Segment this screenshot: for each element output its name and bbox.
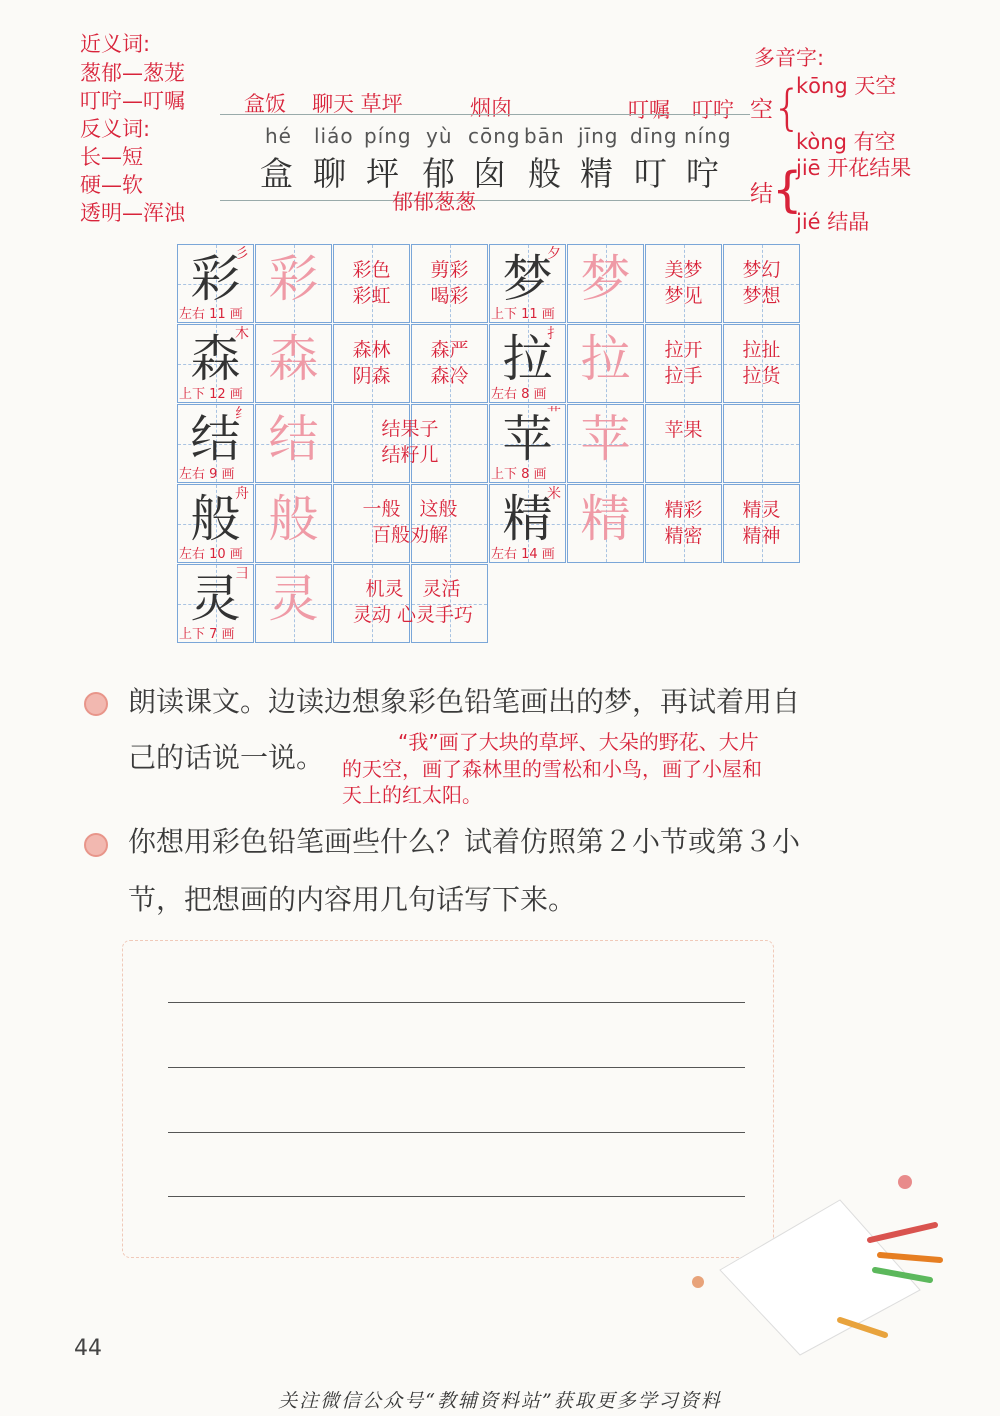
pinyin: liáo bbox=[314, 124, 354, 148]
word-cell: 精彩 精密 bbox=[645, 484, 722, 563]
structure-label: 上下 11 画 bbox=[491, 307, 555, 322]
word-group: 一般 这般 百般劝解 bbox=[362, 498, 458, 546]
trace-cell: 灵 bbox=[255, 564, 332, 643]
polyphone-reading: kōng 天空 bbox=[796, 74, 897, 98]
structure-label: 左右 11 画 bbox=[179, 307, 243, 322]
new-char: 盒 bbox=[260, 154, 293, 193]
pinyin: hé bbox=[265, 124, 292, 148]
pinyin: bān bbox=[524, 124, 565, 148]
word-cell: 苹果 bbox=[645, 404, 722, 483]
word-note: 聊天 草坪 bbox=[312, 92, 403, 116]
bullet-icon bbox=[84, 833, 108, 857]
pinyin: jīng bbox=[578, 124, 619, 148]
writing-line[interactable] bbox=[168, 1132, 745, 1133]
char-cell: 般 舟 左右 10 画 bbox=[177, 484, 254, 563]
brace-icon: { bbox=[772, 162, 803, 218]
trace-cell: 苹 bbox=[567, 404, 644, 483]
word-note: 盒饭 bbox=[244, 92, 286, 116]
new-char: 坪 bbox=[366, 154, 399, 193]
trace-cell: 拉 bbox=[567, 324, 644, 403]
radical: 扌 bbox=[547, 326, 561, 342]
footer-text: 关注微信公众号“教辅资料站”获取更多学习资料 bbox=[278, 1390, 722, 1412]
char-row bbox=[258, 148, 728, 192]
radical: 木 bbox=[235, 326, 249, 342]
writing-line[interactable] bbox=[168, 1067, 745, 1068]
word-note: 郁郁葱葱 bbox=[392, 190, 476, 214]
trace-cell: 彩 bbox=[255, 244, 332, 323]
trace-cell: 精 bbox=[567, 484, 644, 563]
char-cell: 森 木 上下 12 画 bbox=[177, 324, 254, 403]
polyphone-reading: kòng 有空 bbox=[796, 130, 896, 154]
word-cell: 梦幻 梦想 bbox=[723, 244, 800, 323]
answer-line: 的天空，画了森林里的雪松和小鸟，画了小屋和 bbox=[342, 757, 762, 781]
new-char: 般 bbox=[528, 154, 561, 193]
word-cell bbox=[723, 404, 800, 483]
antonym-item: 透明—浑浊 bbox=[80, 201, 185, 225]
brace-icon: { bbox=[772, 80, 803, 136]
char-cell: 彩 彡 左右 11 画 bbox=[177, 244, 254, 323]
word-group: 机灵 灵活 灵动 心灵手巧 bbox=[352, 578, 474, 626]
radical: 纟 bbox=[235, 406, 249, 422]
page-number: 44 bbox=[74, 1336, 102, 1361]
radical: 舟 bbox=[235, 486, 249, 502]
char-cell: 苹 艹 上下 8 画 bbox=[489, 404, 566, 483]
word-cell: 森严 森冷 bbox=[411, 324, 488, 403]
structure-label: 左右 10 画 bbox=[179, 547, 243, 562]
trace-cell: 般 bbox=[255, 484, 332, 563]
new-char: 囱 bbox=[473, 154, 506, 193]
word-note: 烟囱 bbox=[470, 96, 512, 120]
synonym-item: 叮咛—叮嘱 bbox=[80, 89, 185, 113]
new-char: 精 bbox=[580, 154, 613, 193]
structure-label: 左右 14 画 bbox=[491, 547, 555, 562]
question-1-line1: 朗读课文。边读边想象彩色铅笔画出的梦，再试着用自 bbox=[128, 685, 801, 718]
divider bbox=[220, 114, 750, 115]
pinyin: píng bbox=[364, 124, 412, 148]
word-cell: 精灵 精神 bbox=[723, 484, 800, 563]
polyphone-title: 多音字: bbox=[754, 46, 825, 70]
divider bbox=[220, 200, 750, 201]
char-cell: 灵 彐 上下 7 画 bbox=[177, 564, 254, 643]
synonym-title: 近义词: bbox=[80, 32, 151, 56]
radical: 米 bbox=[547, 486, 561, 502]
writing-line[interactable] bbox=[168, 1002, 745, 1003]
trace-cell: 结 bbox=[255, 404, 332, 483]
new-char: 咛 bbox=[686, 154, 719, 193]
new-char: 郁 bbox=[422, 154, 455, 193]
word-cell: 美梦 梦见 bbox=[645, 244, 722, 323]
pencil-illustration-icon bbox=[690, 1160, 970, 1360]
radical: 彡 bbox=[235, 246, 249, 262]
word-cell: 森林 阴森 bbox=[333, 324, 410, 403]
writing-line[interactable] bbox=[168, 1196, 745, 1197]
char-cell: 精 米 左右 14 画 bbox=[489, 484, 566, 563]
structure-label: 上下 7 画 bbox=[179, 627, 235, 642]
question-1-line2: 己的话说一说。 bbox=[128, 741, 325, 774]
structure-label: 上下 12 画 bbox=[179, 387, 243, 402]
radical: 彐 bbox=[235, 566, 249, 582]
word-cell: 彩色 彩虹 bbox=[333, 244, 410, 323]
structure-label: 上下 8 画 bbox=[491, 467, 547, 482]
polyphone-reading: jié 结晶 bbox=[796, 210, 870, 234]
polyphone-char-jie: 结 bbox=[750, 181, 773, 207]
antonym-item: 硬—软 bbox=[80, 173, 143, 197]
pinyin: cōng bbox=[468, 124, 521, 148]
question-2-line1: 你想用彩色铅笔画些什么？试着仿照第２小节或第３小 bbox=[128, 825, 801, 858]
new-char: 聊 bbox=[313, 154, 346, 193]
word-cell: 拉开 拉手 bbox=[645, 324, 722, 403]
word-note: 叮咛 bbox=[692, 98, 734, 122]
pinyin: dīng bbox=[630, 124, 678, 148]
trace-cell: 梦 bbox=[567, 244, 644, 323]
trace-cell: 森 bbox=[255, 324, 332, 403]
word-note: 叮嘱 bbox=[628, 98, 670, 122]
synonym-item: 葱郁—葱茏 bbox=[80, 61, 185, 85]
answer-line: “我”画了大块的草坪、大朵的野花、大片 bbox=[398, 730, 759, 754]
radical: 夕 bbox=[547, 246, 561, 262]
word-cell: 剪彩 喝彩 bbox=[411, 244, 488, 323]
antonym-item: 长—短 bbox=[80, 145, 143, 169]
character-grid bbox=[177, 244, 799, 642]
bullet-icon bbox=[84, 692, 108, 716]
word-cell: 拉扯 拉货 bbox=[723, 324, 800, 403]
answer-line: 天上的红太阳。 bbox=[342, 783, 482, 807]
new-char: 叮 bbox=[634, 154, 667, 193]
word-group: 结果子 结籽儿 bbox=[381, 418, 439, 466]
radical: 艹 bbox=[547, 406, 561, 422]
polyphone-reading: jiē 开花结果 bbox=[796, 156, 912, 180]
polyphone-char-kong: 空 bbox=[750, 97, 773, 123]
char-cell: 结 纟 左右 9 画 bbox=[177, 404, 254, 483]
structure-label: 左右 8 画 bbox=[491, 387, 547, 402]
char-cell: 梦 夕 上下 11 画 bbox=[489, 244, 566, 323]
pinyin: yù bbox=[426, 124, 453, 148]
writing-box[interactable] bbox=[122, 940, 774, 1258]
char-cell: 拉 扌 左右 8 画 bbox=[489, 324, 566, 403]
pinyin: níng bbox=[684, 124, 732, 148]
antonym-title: 反义词: bbox=[80, 117, 151, 141]
structure-label: 左右 9 画 bbox=[179, 467, 235, 482]
question-2-line2: 节，把想画的内容用几句话写下来。 bbox=[128, 883, 577, 916]
